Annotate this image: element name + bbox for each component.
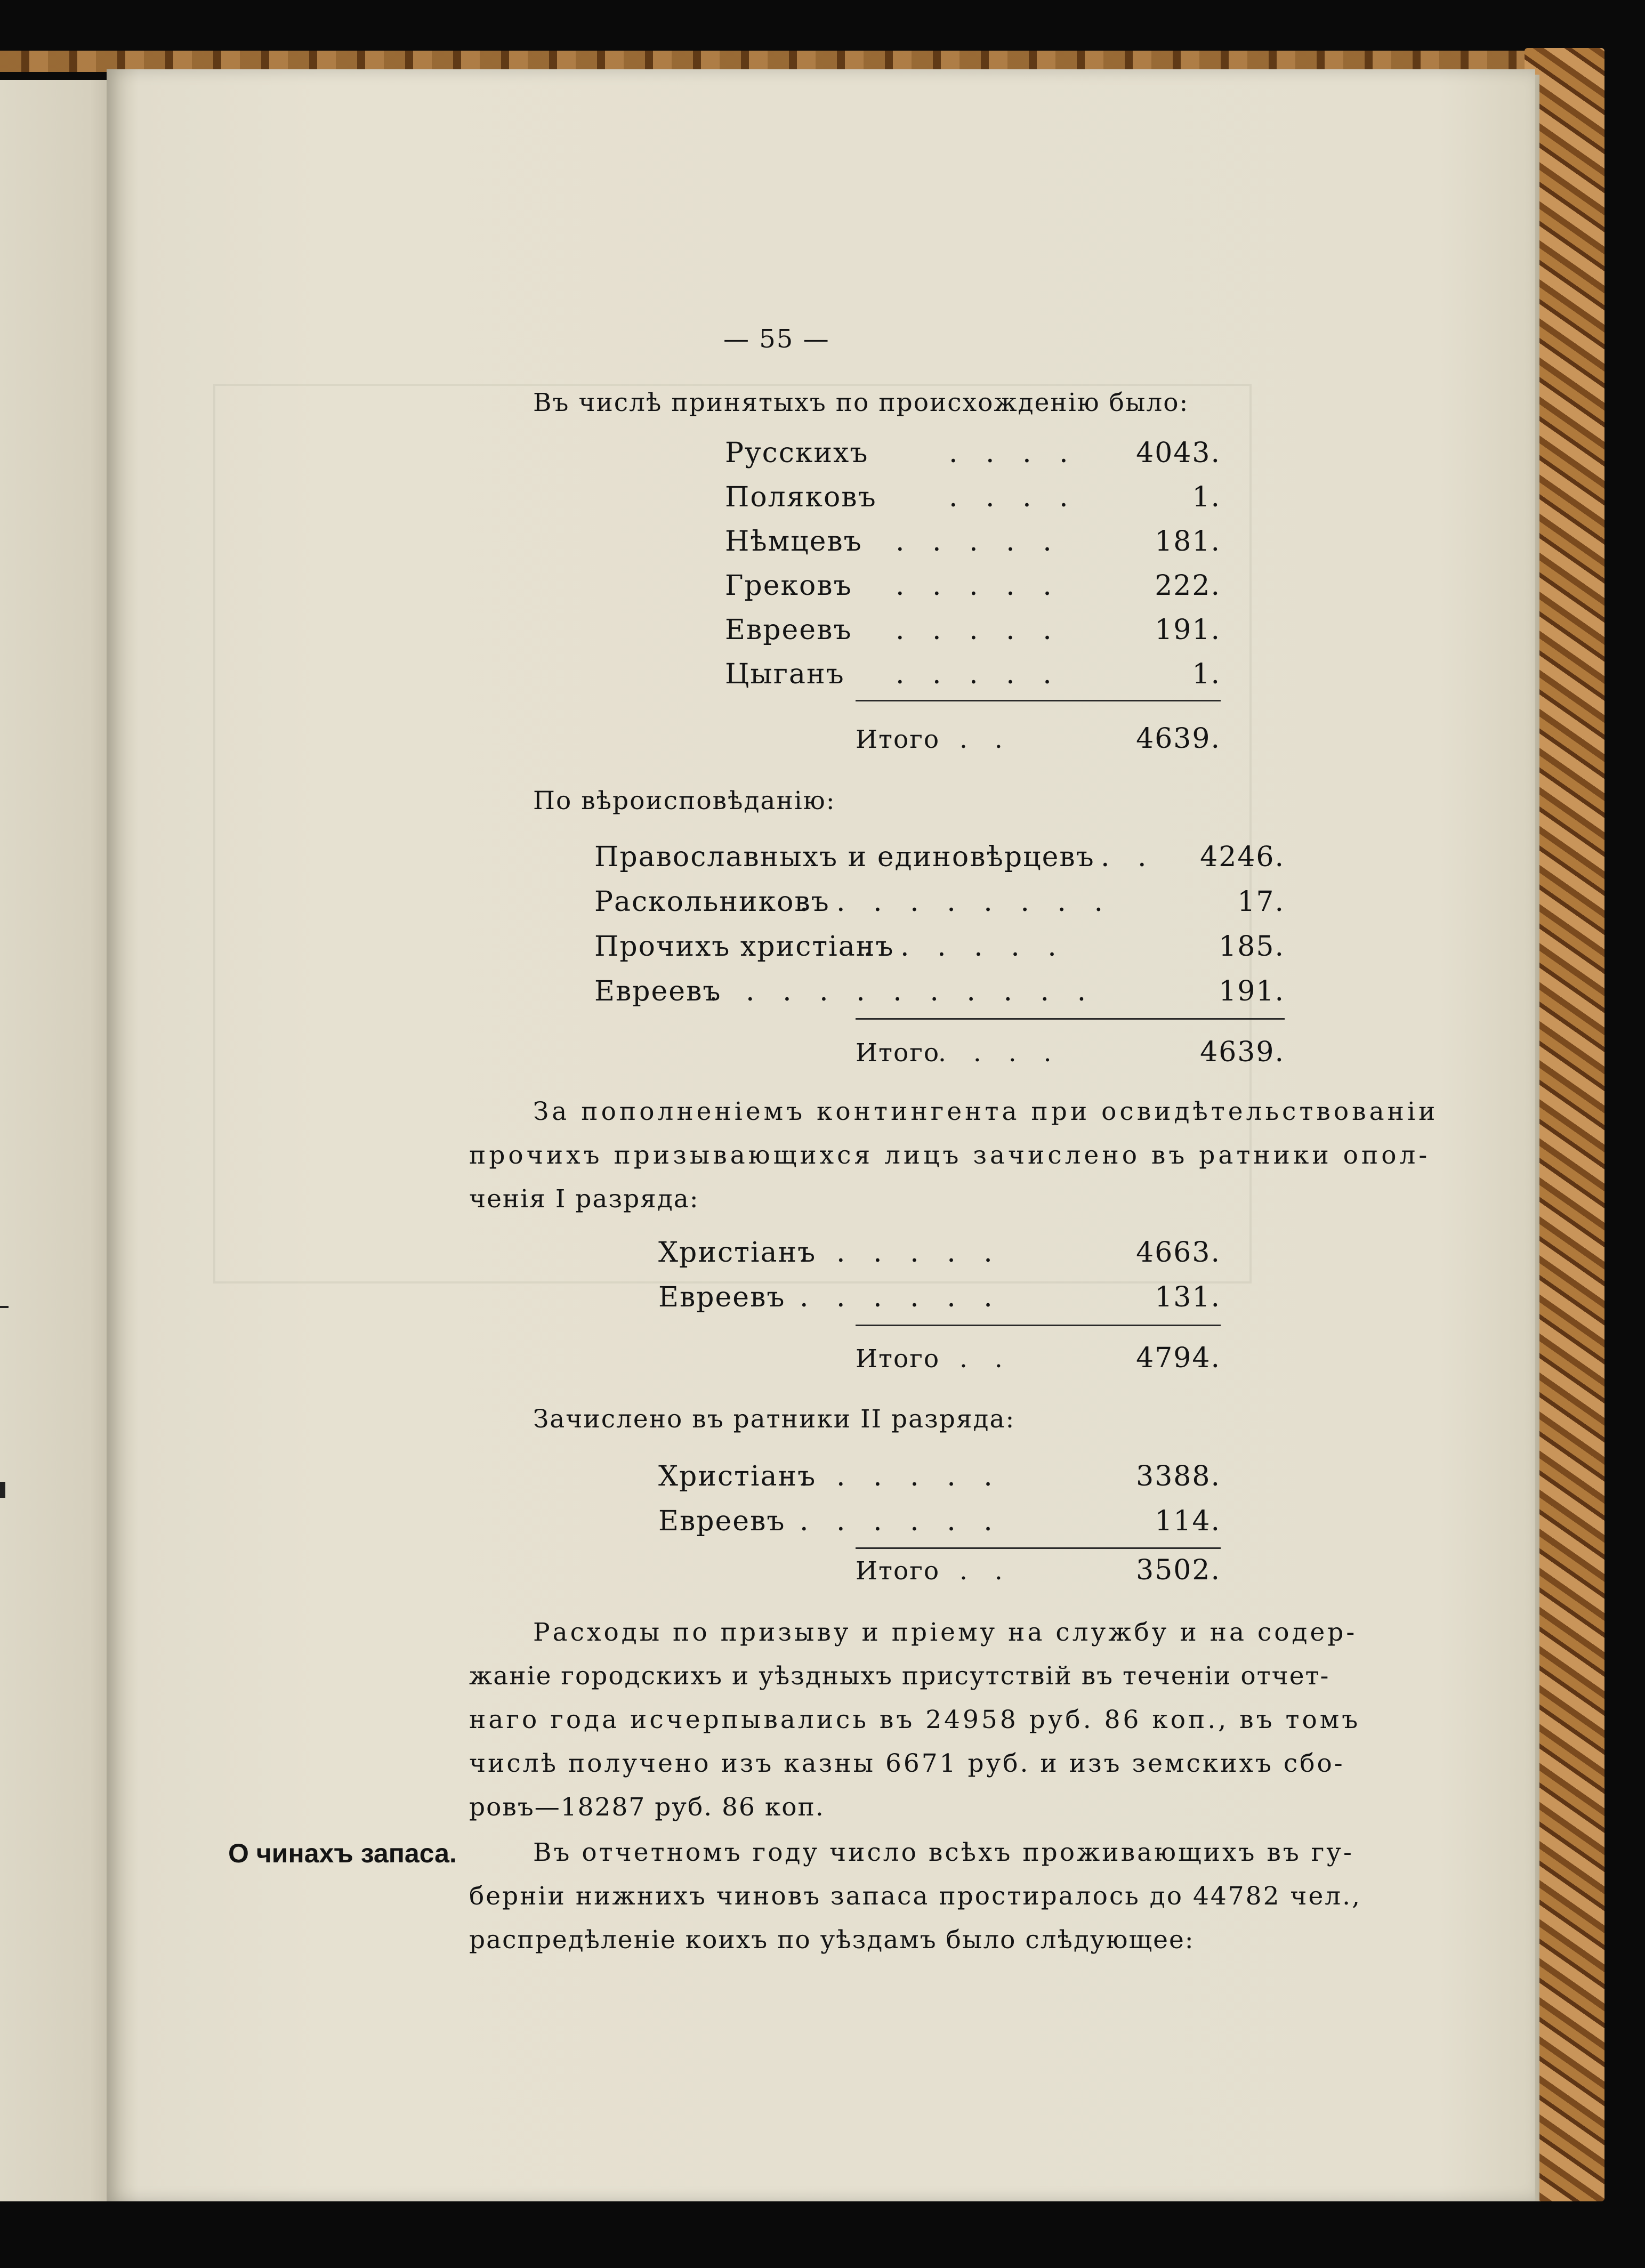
- militia1-row-label: Христіанъ: [658, 1237, 817, 1269]
- militia2-row-dots: . . . . . .: [800, 1505, 1002, 1537]
- militia1-paragraph-line: ченія I разряда:: [469, 1184, 699, 1214]
- origin-row-label: Нѣмцевъ: [725, 526, 862, 558]
- margin-heading-reserve: О чинахъ запаса.: [228, 1838, 457, 1868]
- reserve-line: берніи нижнихъ чиновъ запаса простиралось до 44782 чел.,: [469, 1882, 1362, 1911]
- expenses-line: числѣ получено изъ казны 6671 руб. и изъ земскихъ сбо-: [469, 1749, 1345, 1778]
- militia1-total-rule: [856, 1325, 1221, 1326]
- origin-row-value: 4043.: [1136, 437, 1221, 469]
- origin-row-dots: . . . .: [949, 437, 1078, 469]
- page-number: — 55 —: [723, 324, 830, 354]
- origin-row-value: 1.: [1192, 658, 1221, 690]
- militia2-row-value: 3388.: [1136, 1460, 1221, 1492]
- militia1-paragraph-line: прочихъ призывающихся лицъ зачислено въ ратники опол-: [469, 1141, 1431, 1170]
- religion-row-label: Раскольниковъ: [594, 886, 830, 918]
- religion-total-value: 4639.: [1200, 1036, 1285, 1068]
- militia2-total-rule: [856, 1547, 1221, 1549]
- religion-total-dots: . . . .: [938, 1038, 1061, 1068]
- religion-row-value: 17.: [1237, 886, 1285, 918]
- origin-row-label: Поляковъ: [725, 481, 877, 513]
- militia1-total-value: 4794.: [1136, 1342, 1221, 1374]
- origin-row-dots: . . . .: [949, 481, 1078, 513]
- left-page-mark: [0, 1482, 5, 1498]
- origin-total-label: Итого: [856, 725, 940, 754]
- militia1-row-value: 131.: [1155, 1281, 1221, 1313]
- page: [107, 69, 1535, 2201]
- origin-heading: Въ числѣ принятыхъ по происхожденію было:: [533, 388, 1189, 417]
- militia2-heading: Зачислено въ ратники II разряда:: [533, 1405, 1015, 1434]
- origin-total-rule: [856, 700, 1221, 701]
- religion-row-dots: . . . . . . . . . . .: [709, 975, 1096, 1007]
- militia1-row-dots: . . . . . .: [800, 1237, 1002, 1269]
- militia1-row-value: 4663.: [1136, 1237, 1221, 1269]
- religion-row-value: 185.: [1219, 931, 1285, 963]
- origin-row-label: Цыганъ: [725, 658, 845, 690]
- religion-row-label: Евреевъ: [594, 975, 722, 1007]
- militia2-total-dots: . .: [959, 1556, 1012, 1586]
- book-cover-top-edge: [0, 51, 1604, 72]
- religion-row-value: 191.: [1219, 975, 1285, 1007]
- origin-row-label: Русскихъ: [725, 437, 869, 469]
- left-page-mark: [0, 1306, 9, 1308]
- origin-row-value: 222.: [1155, 570, 1221, 602]
- religion-row-dots: . .: [1101, 841, 1156, 873]
- origin-row-dots: . . . . .: [896, 570, 1061, 602]
- militia1-total-label: Итого: [856, 1344, 940, 1374]
- origin-total-dots: . .: [959, 725, 1012, 754]
- religion-row-value: 4246.: [1200, 841, 1285, 873]
- origin-row-value: 181.: [1155, 526, 1221, 558]
- origin-row-label: Евреевъ: [725, 614, 852, 646]
- reserve-line: распредѣленіе коихъ по уѣздамъ было слѣдующее:: [469, 1925, 1195, 1955]
- origin-row-label: Грековъ: [725, 570, 852, 602]
- reserve-line: Въ отчетномъ году число всѣхъ проживающихъ въ гу-: [533, 1838, 1354, 1867]
- religion-row-dots: . . . . . .: [864, 931, 1066, 963]
- religion-heading: По вѣроисповѣданію:: [533, 786, 836, 816]
- militia2-row-dots: . . . . . .: [800, 1460, 1002, 1492]
- militia2-row-label: Христіанъ: [658, 1460, 817, 1492]
- militia1-row-label: Евреевъ: [658, 1281, 786, 1313]
- expenses-line: Расходы по призыву и пріему на службу и на содер-: [533, 1618, 1358, 1647]
- religion-row-label: Православныхъ и единовѣрцевъ: [594, 841, 1095, 873]
- origin-row-dots: . . . . .: [896, 658, 1061, 690]
- expenses-line: наго года исчерпывались въ 24958 руб. 86 коп., въ томъ: [469, 1705, 1361, 1734]
- religion-total-rule: [856, 1018, 1285, 1020]
- militia2-row-value: 114.: [1155, 1505, 1221, 1537]
- militia2-row-label: Евреевъ: [658, 1505, 786, 1537]
- origin-row-value: 191.: [1155, 614, 1221, 646]
- militia1-total-dots: . .: [959, 1344, 1012, 1374]
- origin-row-dots: . . . . .: [896, 526, 1061, 558]
- origin-row-value: 1.: [1192, 481, 1221, 513]
- origin-total-value: 4639.: [1136, 723, 1221, 755]
- expenses-line: ровъ—18287 руб. 86 коп.: [469, 1793, 825, 1822]
- militia1-row-dots: . . . . . .: [800, 1281, 1002, 1313]
- expenses-line: жаніе городскихъ и уѣздныхъ присутствій въ теченіи отчет-: [469, 1661, 1330, 1691]
- religion-row-dots: . . . . . . . . .: [800, 886, 1112, 918]
- militia1-paragraph-line: За пополненіемъ контингента при освидѣтельствованіи: [533, 1097, 1439, 1126]
- religion-row-label: Прочихъ христіанъ: [594, 931, 894, 963]
- origin-row-dots: . . . . .: [896, 614, 1061, 646]
- religion-total-label: Итого: [856, 1038, 940, 1068]
- militia2-total-value: 3502.: [1136, 1554, 1221, 1586]
- militia2-total-label: Итого: [856, 1556, 940, 1586]
